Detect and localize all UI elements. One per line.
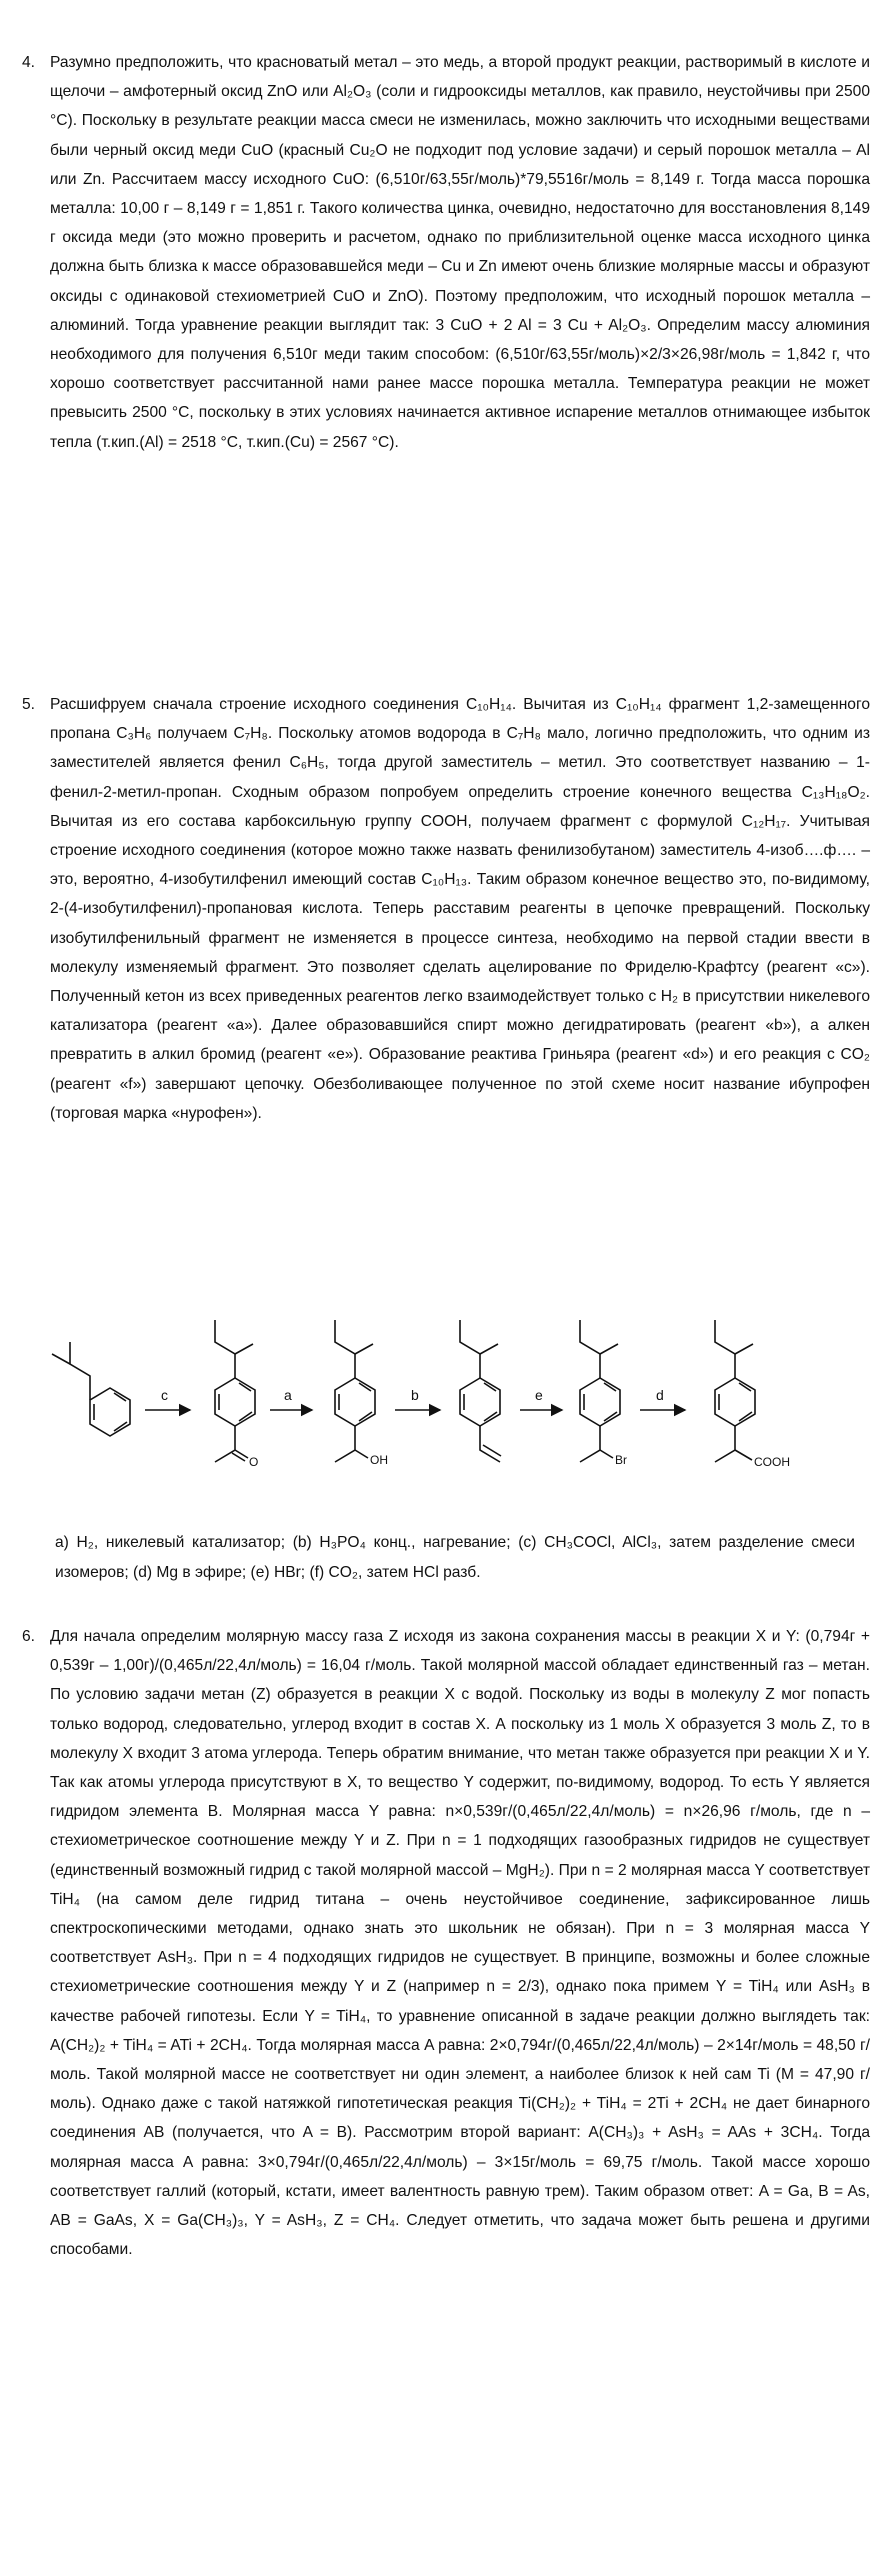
item-number: 6. (22, 1628, 36, 1645)
item-number: 5. (22, 696, 36, 713)
molecule-bromide (580, 1320, 620, 1462)
arrow-label-b: b (411, 1387, 419, 1403)
molecule-ibuprofen (715, 1320, 755, 1462)
answer-5 (22, 690, 870, 1128)
arrow-label-a: a (284, 1387, 292, 1403)
answer-4 (22, 48, 870, 457)
molecule-ketone (215, 1320, 255, 1462)
label-br: Br (615, 1453, 627, 1467)
label-carbonyl-o: O (249, 1455, 259, 1469)
answer-4-text: Разумно предположить, что красноватый метал – это медь, а второй продукт реакции, растворимый в кислоте и щелочи – амфотерный оксид ZnO или Al₂O₃ (соли и гидрооксиды металлов, как правило, неустойчивы при 2500 °С). Поскольку в результате реакции масса смеси не изменилась, можно заключить что исходными веществами были черный оксид меди CuO (красный Cu₂O не подходит под условие задачи) и серый порошок металла – Al или Zn. Рассчитаем массу исходного CuO: (6,510г/63,55г/моль)*79,5516г/моль = 8,149 г. Тогда масса порошка металла: 10,00 г – 8,149 г = 1,851 г. Такого количества цинка, очевидно, недостаточно для восстановления 8,149 г оксида меди (это можно проверить и расчетом, однако по приблизительной оценке масса исходного цинка должна быть близка к массе образовавшейся меди – Cu и Zn имеют очень близкие молярные массы и образуют оксиды с одинаковой стехиометрией CuO и ZnO). Поэтому предположим, что исходный порошок металла – алюминий. Тогда уравнение реакции выглядит так: 3 CuO + 2 Al = 3 Cu + Al₂O₃. Определим массу алюминия необходимого для получения 6,510г меди таким способом: (6,510г/63,55г/моль)×2/3×26,98г/моль = 1,842 г, что хорошо соответствует рассчитанной нами ранее массе порошка металла. Температура реакции не может превысить 2500 °С, поскольку в этих условиях начинается активное испарение металлов отнимающее избыток тепла (т.кип.(Al) = 2518 °C, т.кип.(Cu) = 2567 °C). (50, 54, 870, 451)
scheme-caption: а) H₂, никелевый катализатор; (b) H₃PO₄ конц., нагревание; (c) CH₃COCl, AlCl₃, затем разделение смеси изомеров; (d) Mg в эфире; (е) HBr; (f) CO₂, затем HCl разб. (55, 1534, 855, 1581)
molecule-alkene (460, 1320, 501, 1462)
label-oh: OH (370, 1453, 388, 1467)
arrow-label-c: c (161, 1387, 168, 1403)
ibuprofen-synthesis-scheme (50, 1290, 840, 1530)
arrow-label-e: e (535, 1387, 543, 1403)
item-number: 4. (22, 54, 36, 71)
molecule-isobutylbenzene (52, 1342, 130, 1436)
label-cooh: COOH (754, 1455, 790, 1469)
answer-5-text: Расшифруем сначала строение исходного соединения C₁₀H₁₄. Вычитая из C₁₀H₁₄ фрагмент 1,2-замещенного пропана C₃H₆ получаем C₇H₈. Поскольку атомов водорода в C₇H₈ мало, логично предположить, что одним из заместителей является фенил C₆H₅, тогда другой заместитель – метил. Это соответствует названию – 1-фенил-2-метил-пропан. Сходным образом попробуем определить строение конечного вещества C₁₃H₁₈O₂. Вычитая из его состава карбоксильную группу COOH, получаем фрагмент с формулой C₁₂H₁₇. Учитывая строение исходного соединения (которое можно также назвать фенилизобутаном) заместитель 4-изоб….ф…. – это, вероятно, 4-изобутилфенил имеющий состав C₁₀H₁₃. Таким образом конечное вещество это, по-видимому, 2-(4-изобутилфенил)-пропановая кислота. Теперь расставим реагенты в цепочке превращений. Поскольку изобутилфенильный фрагмент не изменяется в процессе синтеза, необходимо на первой стадии ввести в молекулу изменяемый фрагмент. Это позволяет сделать ацелирование по Фриделю-Крафтсу (реагент «с»). Полученный кетон из всех приведенных реагентов легко взаимодействует только с H₂ в присутствии никелевого катализатора (реагент «а»). Далее образовавшийся спирт можно дегидратировать (реагент «b»), а алкен превратить в алкил бромид (реагент «е»). Образование реактива Гриньяра (реагент «d») и его реакция с CO₂ (реагент «f») завершают цепочку. Обезболивающее полученное по этой схеме носит название ибупрофен (торговая марка «нурофен»). (50, 696, 870, 1122)
arrow-label-d: d (656, 1387, 664, 1403)
answer-6 (22, 1622, 870, 2264)
answer-6-text: Для начала определим молярную массу газа Z исходя из закона сохранения массы в реакции X и Y: (0,794г + 0,539г – 1,00г)/(0,465л/22,4л/моль) = 16,04 г/моль. Такой молярной массой обладает единственный газ – метан. По условию задачи метан (Z) образуется в реакции X с водой. Поскольку из воды в молекулу Z мог попасть только водород, следовательно, углерод входит в состав X. А поскольку из 1 моль X образуется 3 моль Z, то в молекулу X входит 3 атома углерода. Теперь обратим внимание, что метан также образуется при реакции X и Y. Так как атомы углерода присутствуют в X, то вещество Y содержит, по-видимому, водород. То есть Y является гидридом элемента B. Молярная масса Y равна: n×0,539г/(0,465л/22,4л/моль) = n×26,96 г/моль, где n – стехиометрическое соотношение между Y и Z. При n = 1 подходящих газообразных гидридов не существует (единственный возможный гидрид с такой молярной массой – MgH₂). При n = 2 молярная масса Y соответствует TiH₄ (на самом деле гидрид титана – очень неустойчивое соединение, зафиксированное лишь спектроскопическими методами, однако знать это школьник не обязан). При n = 3 молярная масса Y соответствует AsH₃. При n = 4 подходящих гидридов не существует. В принципе, возможны и более сложные стехиометрические соотношения между Y и Z (например n = 2/3), однако пока примем Y = TiH₄ или AsH₃ в качестве рабочей гипотезы. Если Y = TiH₄, то уравнение описанной в задаче реакции должно выглядеть так: A(CH₂)₂ + TiH₄ = ATi + 2CH₄. Тогда молярная масса A равна: 2×0,794г/(0,465л/22,4л/моль) – 2×14г/моль = 48,50 г/моль. Такой молярной массе не соответствует ни один элемент, а наиболее близок к ней сам Ti (M = 47,90 г/моль). Однако даже с такой натяжкой гипотетическая реакция Ti(CH₂)₂ + TiH₄ = 2Ti + 2CH₄ не дает бинарного соединения AB (получается, что A = B). Рассмотрим второй вариант: A(CH₃)₃ + AsH₃ = AAs + 3CH₄. Тогда молярная масса A равна: 3×0,794г/(0,465л/22,4л/моль) – 3×15г/моль = 69,75 г/моль. Такой массе хорошо соответствует галлий (который, кстати, имеет валентность равную трем). Таким образом ответ: A = Ga, B = As, AB = GaAs, X = Ga(CH₃)₃, Y = AsH₃, Z = CH₄. Следует отметить, что задача может быть решена и другими способами. (50, 1628, 870, 2259)
molecule-alcohol (335, 1320, 375, 1462)
